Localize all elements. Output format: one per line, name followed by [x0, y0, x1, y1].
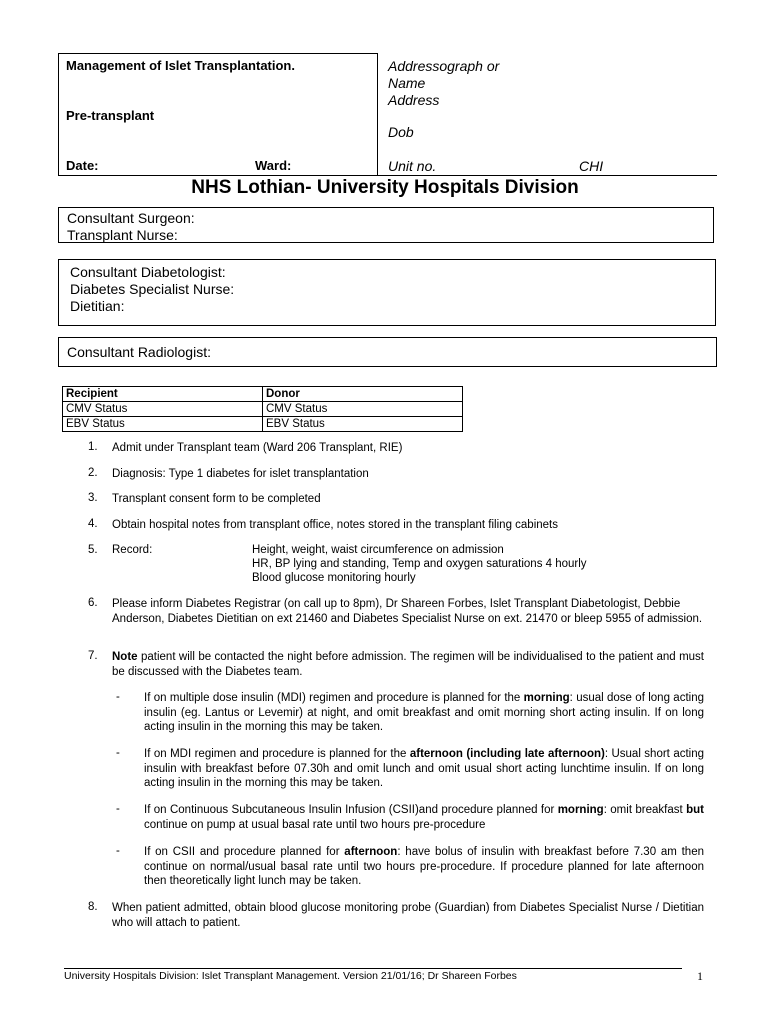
list-item-note: [112, 650, 704, 679]
bullet-emphasis: but: [686, 804, 704, 816]
consultant-surgeon-label: Consultant Surgeon:: [67, 210, 195, 226]
item-number: 4.: [88, 518, 98, 530]
item-number: 6.: [88, 597, 98, 609]
donor-header: Donor: [263, 387, 463, 402]
bullet-emphasis: morning: [523, 692, 570, 704]
name-label: Name: [388, 75, 426, 91]
bullet-mdi-morning: [144, 691, 704, 735]
list-item-notes: Obtain hospital notes from transplant office, notes stored in the transplant filing cabinets: [112, 519, 558, 531]
list-item-admit: Admit under Transplant team (Ward 206 Transplant, RIE): [112, 442, 403, 454]
item-number: 3.: [88, 492, 98, 504]
recipient-ebv-status: EBV Status: [63, 417, 263, 432]
status-table: [62, 386, 463, 432]
transplant-nurse-label: Transplant Nurse:: [67, 227, 178, 243]
bullet-text: If on multiple dose insulin (MDI) regimen and procedure is planned for the: [144, 692, 524, 704]
table-row: [63, 402, 463, 417]
item-number: 5.: [88, 544, 98, 556]
footer-text: University Hospitals Division: Islet Transplant Management. Version 21/01/16; Dr Shareen Forbes: [64, 970, 517, 982]
unit-no-label: Unit no.: [388, 158, 437, 174]
addressograph-label: Addressograph or: [388, 58, 500, 74]
bullet-text: continue on pump at usual basal rate until two hours pre-procedure: [144, 818, 486, 831]
item-number: 7.: [88, 650, 98, 662]
table-row: [63, 417, 463, 432]
list-item-inform: Please inform Diabetes Registrar (on call up to 8pm), Dr Shareen Forbes, Islet Transplant Diabetologist, Debbie Anderson, Diabetes Dietitian on ext 21460 and Diabetes Specialist Nurse on ext. 21470 or bleep 5955 of admission.: [112, 598, 703, 625]
bullet-dash: -: [116, 803, 120, 815]
recipient-header: Recipient: [63, 387, 263, 402]
list-item-glucose-probe: When patient admitted, obtain blood glucose monitoring probe (Guardian) from Diabetes Specialist Nurse / Dietitian who will attach to patient.: [112, 902, 704, 929]
bullet-emphasis: morning: [557, 804, 604, 816]
diabetes-nurse-label: Diabetes Specialist Nurse:: [70, 281, 235, 297]
table-header-row: [63, 387, 463, 402]
record-line-1: Height, weight, waist circumference on admission: [252, 544, 504, 556]
note-text: patient will be contacted the night before admission. The regimen will be individualised to the patient and must be discussed with the Diabetes team.: [112, 651, 704, 678]
page-number: 1: [697, 969, 703, 983]
surgical-team-box: [58, 207, 714, 243]
bullet-dash: -: [116, 845, 120, 857]
list-item-diagnosis: Diagnosis: Type 1 diabetes for islet transplantation: [112, 468, 369, 480]
item-number: 2.: [88, 467, 98, 479]
donor-cmv-status: CMV Status: [263, 402, 463, 417]
form-stage: Pre-transplant: [66, 108, 155, 123]
item-number: 8.: [88, 901, 98, 913]
list-item-consent: Transplant consent form to be completed: [112, 493, 321, 505]
note-keyword: Note: [112, 651, 138, 663]
radiology-box: [58, 337, 717, 367]
form-title: Management of Islet Transplantation.: [66, 58, 295, 73]
recipient-cmv-status: CMV Status: [63, 402, 263, 417]
bullet-mdi-afternoon: [144, 747, 704, 791]
chi-label: CHI: [579, 158, 604, 174]
donor-ebv-status: EBV Status: [263, 417, 463, 432]
bullet-text: : Usual short acting insulin with breakfast before 07.30h and omit lunch and omit usual short acting lunchtime insulin. If on long acting insulin in the morning this may be taken.: [144, 748, 705, 789]
address-label: Address: [388, 92, 440, 108]
record-label: Record:: [112, 544, 153, 556]
bullet-csii-morning: [144, 803, 704, 832]
diabetes-team-box: [58, 259, 716, 326]
bullet-text: : have bolus of insulin with breakfast before 7.30 am then continue on normal/usual basal rate until two hours pre-procedure. If procedure planned for late afternoon then theoretically light lunch may be taken.: [144, 846, 704, 887]
ward-label: Ward:: [255, 158, 292, 173]
bullet-dash: -: [116, 747, 120, 759]
record-line-3: Blood glucose monitoring hourly: [252, 572, 416, 584]
bullet-text: : omit breakfast: [603, 804, 687, 816]
record-line-2: HR, BP lying and standing, Temp and oxygen saturations 4 hourly: [252, 558, 587, 570]
bullet-text: If on CSII and procedure planned for: [144, 846, 345, 858]
dob-label: Dob: [388, 124, 414, 140]
footer-divider: [64, 968, 682, 969]
page-title: NHS Lothian- University Hospitals Division: [191, 177, 579, 198]
bullet-emphasis: afternoon (including late afternoon): [409, 748, 605, 760]
bullet-text: If on MDI regimen and procedure is planned for the: [144, 748, 410, 760]
consultant-diabetologist-label: Consultant Diabetologist:: [70, 264, 226, 280]
bullet-emphasis: afternoon: [344, 846, 398, 858]
item-number: 1.: [88, 441, 98, 453]
bullet-csii-afternoon: [144, 845, 704, 889]
consultant-radiologist-label: Consultant Radiologist:: [67, 344, 211, 360]
bullet-text: If on Continuous Subcutaneous Insulin Infusion (CSII)and procedure planned for: [144, 804, 558, 816]
date-label: Date:: [66, 158, 99, 173]
bullet-dash: -: [116, 691, 120, 703]
bullet-text: : usual dose of long acting insulin (eg. Lantus or Levemir) at night, and omit breakfast and omit morning short acting insulin. If on long acting insulin in the morning this may be taken.: [144, 692, 704, 733]
dietitian-label: Dietitian:: [70, 298, 125, 314]
header-divider: [58, 175, 717, 176]
